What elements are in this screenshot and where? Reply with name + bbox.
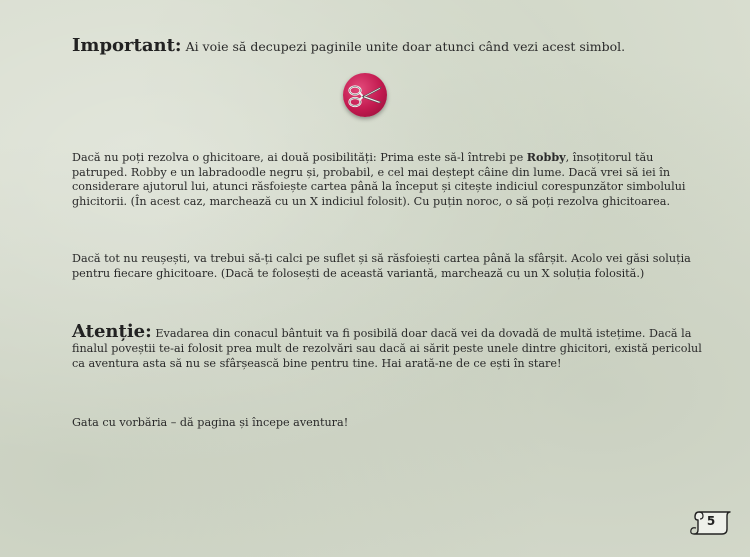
warning-text: Evadarea din conacul bântuit va fi posibilă doar dacă vei da dovadă de multă istețime. Dacă la finalul poveștii te-ai folosit prea mult de rezolvări sau dacă ai sărit peste unele dintre ghicitori, există pericolul ca aventura asta să nu se sfârșească bine pentru tine. Hai arată-ne de ce ești în stare! — [72, 327, 702, 370]
important-line — [72, 36, 712, 57]
page-number: 5 — [706, 514, 716, 528]
scissors-icon — [343, 73, 387, 117]
important-text: Ai voie să decupezi paginile unite doar atunci când vezi acest simbol. — [185, 39, 626, 54]
warning-heading: Atenție: — [72, 321, 152, 342]
paragraph-start: Gata cu vorbăria – dă pagina și începe aventura! — [72, 416, 349, 429]
paragraph-warning — [72, 322, 712, 371]
paragraph-hints-end: , însoțitorul tău patruped. Robby e un labradoodle negru și, probabil, e cel mai deștept câine din lume. Dacă vrei să iei în considerare ajutorul lui, atunci răsfoiește cartea până la început și citește indiciul corespunzător simbolului ghicitorii. (În acest caz, marchează cu un X indiciul folosit). Cu puțin noroc, o să poți rezolva ghicitoarea. — [72, 151, 686, 208]
important-heading: Important: — [72, 35, 182, 56]
paragraph-hints — [72, 150, 712, 209]
robby-name: Robby — [526, 150, 566, 164]
paragraph-solutions: Dacă tot nu reușești, va trebui să-ți calci pe suflet și să răsfoiești cartea până la sfârșit. Acolo vei găsi soluția pentru fiecare ghicitoare. (Dacă te folosești de această variantă, marchează cu un X soluția folosită.) — [72, 252, 691, 280]
paragraph-hints-start: Dacă nu poți rezolva o ghicitoare, ai două posibilități: Prima este să-l întrebi pe — [72, 151, 527, 164]
page-number-scroll — [690, 508, 732, 538]
